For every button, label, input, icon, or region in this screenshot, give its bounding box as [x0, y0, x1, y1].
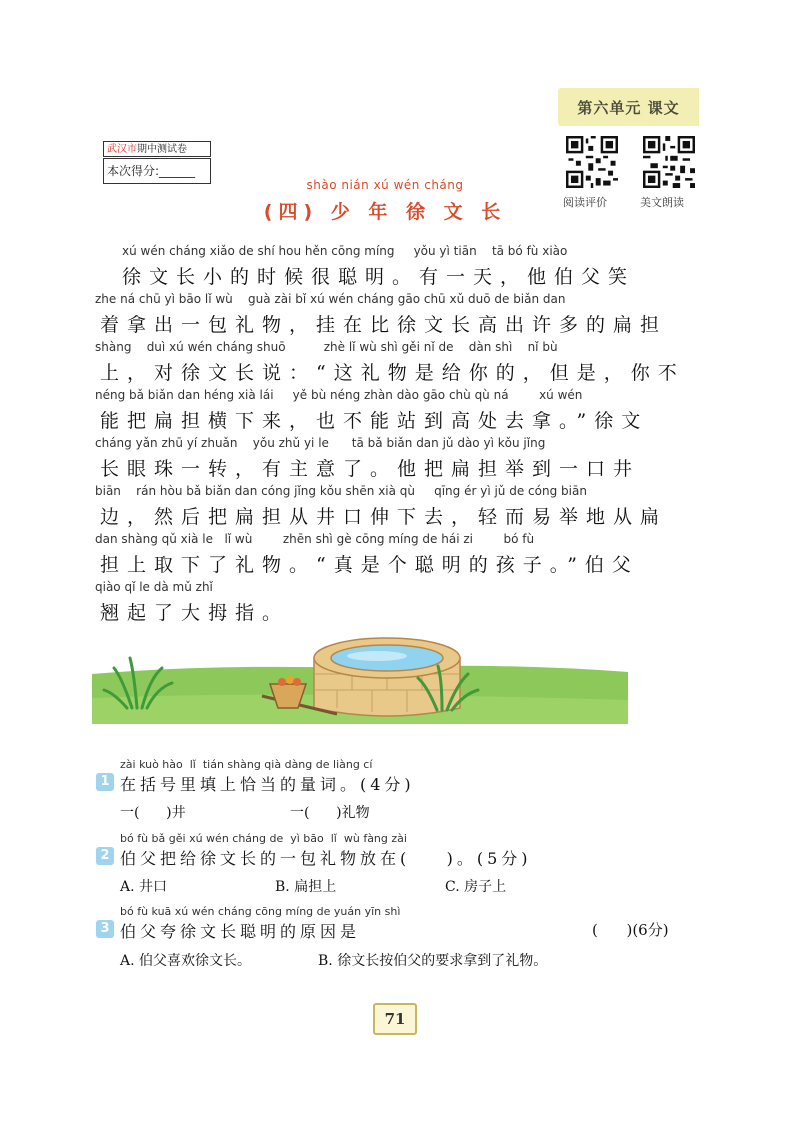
option-c[interactable]: C. 房子上 — [445, 879, 507, 895]
option-a[interactable]: A. 井口 — [120, 879, 168, 895]
passage-text-line: 翘起了大拇指。 — [100, 602, 290, 624]
passage-text-line: 上，对徐文长说：“这礼物是给你的，但是，你不 — [100, 362, 685, 384]
question-text: 伯父把给徐文长的一包礼物放在( )。(5分) — [120, 849, 532, 868]
passage-pinyin-line: zhe ná chū yì bāo lǐ wù guà zài bǐ xú wén cháng gāo chū xǔ duō de biǎn dan — [95, 292, 566, 306]
passage-text-line: 徐文长小的时候很聪明。有一天，他伯父笑 — [122, 266, 636, 288]
question-text: 在括号里填上恰当的量词。(4分) — [120, 775, 415, 794]
passage-text-line: 长眼珠一转，有主意了。他把扁担举到一口井 — [100, 458, 641, 480]
question-number: 1 — [96, 773, 114, 791]
passage-text-line: 担上取下了礼物。“真是个聪明的孩子。”伯父 — [100, 554, 639, 576]
question-pinyin: zài kuò hào lǐ tián shàng qià dàng de liàng cí — [120, 758, 373, 771]
passage-pinyin-line: qiào qǐ le dà mǔ zhǐ — [95, 580, 213, 594]
passage-text-line: 边，然后把扁担从井口伸下去，轻而易举地从扁 — [100, 506, 668, 528]
question-number: 3 — [96, 920, 114, 938]
page-number: 71 — [373, 1003, 417, 1035]
question-text: 伯父夸徐文长聪明的原因是 — [120, 922, 361, 941]
passage-text-line: 能把扁担横下来，也不能站到高处去拿。”徐文 — [100, 410, 649, 432]
passage-text-line: 着拿出一包礼物，挂在比徐文长高出许多的扁担 — [100, 314, 668, 336]
unit-tab: 第六单元 课文 — [558, 88, 699, 126]
passage-pinyin-line: xú wén cháng xiǎo de shí hou hěn cōng míng yǒu yì tiān tā bó fù xiào — [122, 244, 568, 258]
page-title: (四) 少 年 徐 文 长 — [263, 201, 507, 223]
question-pinyin: bó fù bǎ gěi xú wén cháng de yì bāo lǐ wù fàng zài — [120, 832, 407, 845]
blank-well[interactable]: 一( )井 — [120, 805, 186, 821]
title-pinyin: shào nián xú wén cháng — [306, 178, 464, 192]
passage-pinyin-line: shàng duì xú wén cháng shuō zhè lǐ wù shì gěi nǐ de dàn shì nǐ bù — [95, 340, 558, 354]
qr-code-icon[interactable] — [643, 136, 695, 188]
score-field[interactable]: 本次得分:______ — [103, 158, 211, 184]
well-illustration — [92, 628, 628, 724]
qr-label-reading: 美文朗读 — [640, 196, 684, 209]
passage-pinyin-line: biān rán hòu bǎ biǎn dan cóng jǐng kǒu shēn xià qù qīng ér yì jǔ de cóng biān — [95, 484, 587, 498]
option-a[interactable]: A. 伯父喜欢徐文长。 — [120, 953, 252, 969]
qr-code-icon[interactable] — [566, 136, 618, 188]
qr-label-review: 阅读评价 — [563, 196, 607, 209]
passage-pinyin-line: néng bǎ biǎn dan héng xià lái yě bù néng zhàn dào gāo chù qù ná xú wén — [95, 388, 583, 402]
passage-pinyin-line: dan shàng qǔ xià le lǐ wù zhēn shì gè cōng míng de hái zi bó fù — [95, 532, 535, 546]
blank-gift[interactable]: 一( )礼物 — [290, 805, 370, 821]
option-b[interactable]: B. 徐文长按伯父的要求拿到了礼物。 — [318, 953, 548, 969]
question-pinyin: bó fù kuā xú wén cháng cōng míng de yuán yīn shì — [120, 905, 401, 918]
answer-blank-score[interactable]: ( )(6分) — [592, 921, 669, 939]
passage-pinyin-line: cháng yǎn zhū yí zhuǎn yǒu zhǔ yi le tā bǎ biǎn dan jǔ dào yì kǒu jǐng — [95, 436, 546, 450]
question-number: 2 — [96, 847, 114, 865]
option-b[interactable]: B. 扁担上 — [275, 879, 337, 895]
exam-tag: 武汉市期中测试卷 — [103, 141, 211, 157]
